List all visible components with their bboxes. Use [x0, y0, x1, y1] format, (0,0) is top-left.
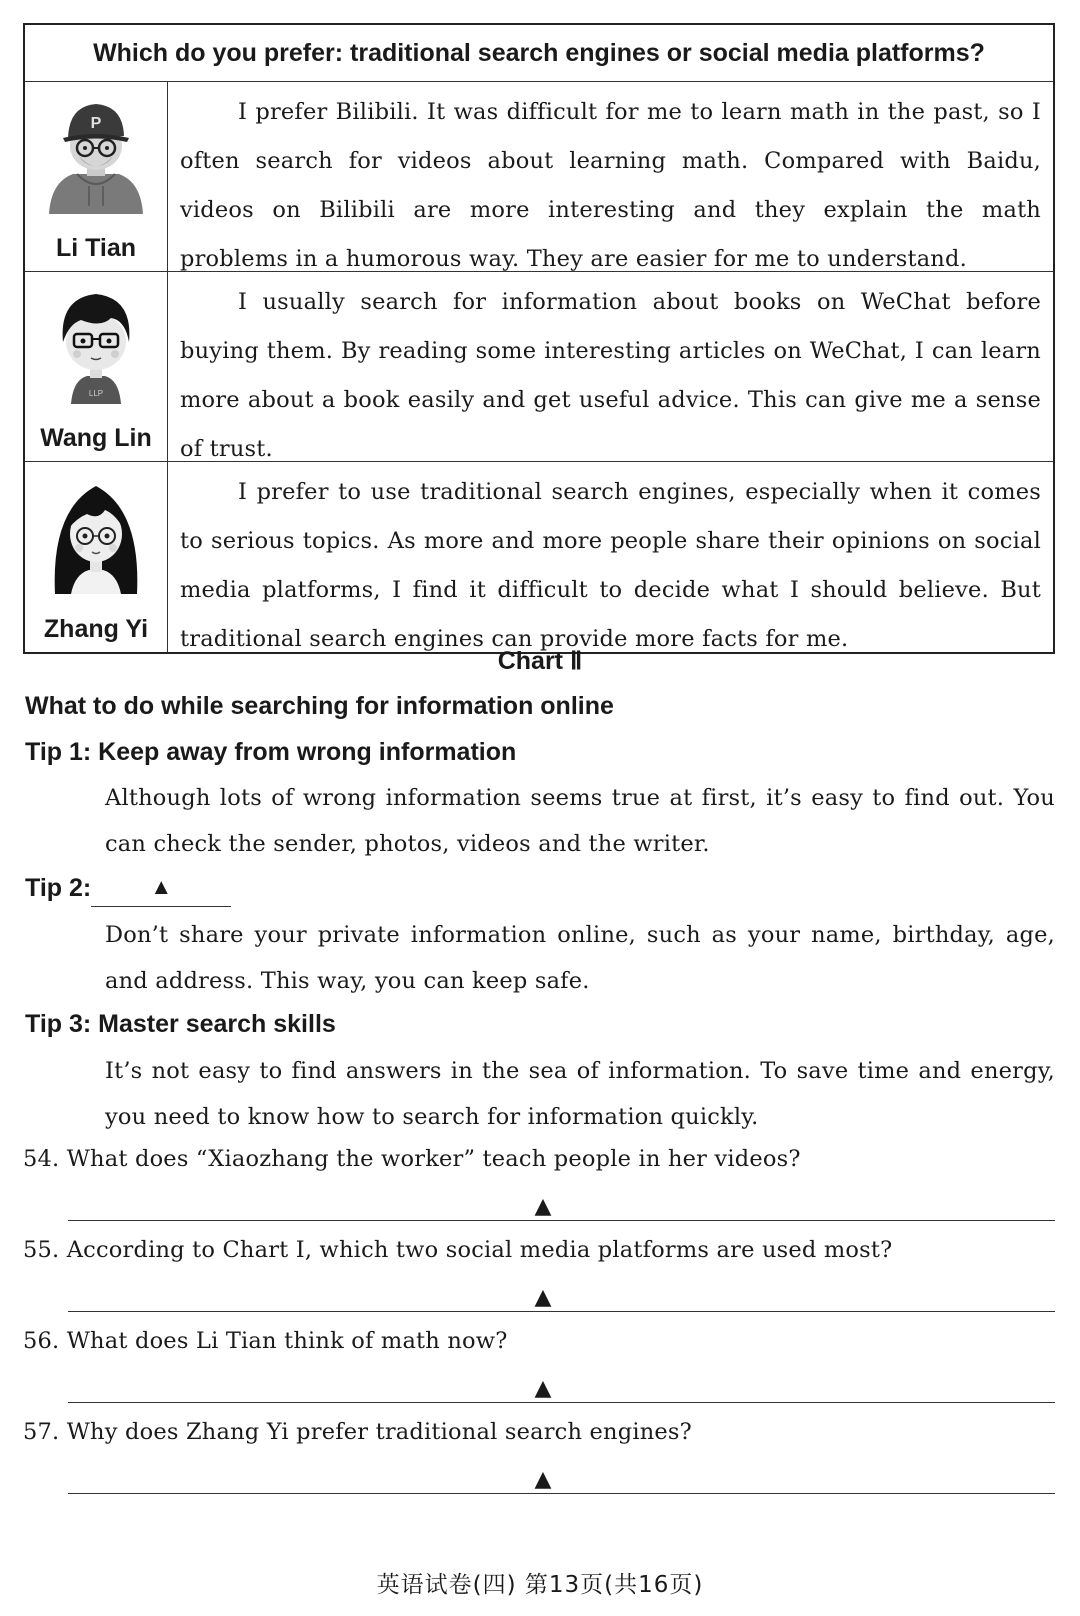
page-footer: 英语试卷(四) 第13页(共16页): [376, 1572, 704, 1598]
question-55: 55. According to Chart Ⅰ, which two social media platforms are used most?: [23, 1237, 893, 1263]
opinion-text: I prefer Bilibili. It was difficult for me to learn math in the past, so I often search for videos about learning math. Compared with Baidu, videos on Bilibili are more interesting and they explain the math problems in a humorous way. They are easier for me to understand.: [180, 99, 1041, 272]
person-cell: [25, 462, 168, 652]
table-row: [25, 462, 1053, 652]
chart-title: Chart Ⅱ: [497, 647, 583, 675]
opinion-text: I usually search for information about books on WeChat before buying them. By reading some interesting articles on WeChat, I can learn more about a book easily and get useful advice. This can give me a sense of trust.: [180, 289, 1041, 462]
table-row: [25, 82, 1053, 272]
section-heading: What to do while searching for information online: [25, 692, 614, 720]
tip-heading: Tip 1: Keep away from wrong information: [25, 738, 517, 766]
blank-triangle-icon: ▲: [150, 874, 173, 899]
tip-heading: Tip 3: Master search skills: [25, 1010, 336, 1038]
opinion-table: [23, 23, 1055, 654]
tip-body: It’s not easy to find answers in the sea of information. To save time and energy, you need to know how to search for information quickly.: [105, 1058, 1055, 1130]
answer-triangle-icon: ▲: [534, 1376, 552, 1401]
question-57: 57. Why does Zhang Yi prefer traditional search engines?: [23, 1419, 692, 1445]
answer-line[interactable]: [68, 1402, 1055, 1403]
tip-label: Tip 2:: [25, 874, 92, 902]
person-name: Li Tian: [55, 234, 137, 262]
answer-line[interactable]: [68, 1493, 1055, 1494]
person-name: Wang Lin: [40, 424, 152, 452]
boy-glasses-avatar-icon: [39, 280, 153, 404]
table-row: [25, 272, 1053, 462]
tip-body: Don’t share your private information online, such as your name, birthday, age, and address. This way, you can keep safe.: [105, 922, 1055, 994]
opinion-text: I prefer to use traditional search engines, especially when it comes to serious topics. As more and more people share their opinions on social media platforms, I find it difficult to decide what I should believe. But traditional search engines can provide more facts for me.: [180, 479, 1041, 652]
tip-body: Although lots of wrong information seems true at first, it’s easy to find out. You can check the sender, photos, videos and the writer.: [105, 785, 1055, 857]
answer-line[interactable]: [68, 1311, 1055, 1312]
answer-triangle-icon: ▲: [534, 1285, 552, 1310]
table-header: Which do you prefer: traditional search engines or social media platforms?: [25, 25, 1053, 82]
svg-text:LLP: LLP: [88, 389, 104, 398]
tip-heading: [25, 874, 231, 903]
answer-triangle-icon: ▲: [534, 1467, 552, 1492]
girl-glasses-avatar-icon: [39, 470, 153, 594]
answer-triangle-icon: ▲: [534, 1194, 552, 1219]
person-cell: [25, 82, 168, 271]
answer-line[interactable]: [68, 1220, 1055, 1221]
person-cell: [25, 272, 168, 461]
boy-cap-glasses-avatar-icon: [39, 90, 153, 214]
question-56: 56. What does Li Tian think of math now?: [23, 1328, 508, 1354]
person-name: Zhang Yi: [43, 615, 149, 643]
fill-in-blank[interactable]: [91, 874, 231, 907]
svg-text:P: P: [90, 115, 102, 132]
question-54: 54. What does “Xiaozhang the worker” teach people in her videos?: [23, 1146, 801, 1172]
